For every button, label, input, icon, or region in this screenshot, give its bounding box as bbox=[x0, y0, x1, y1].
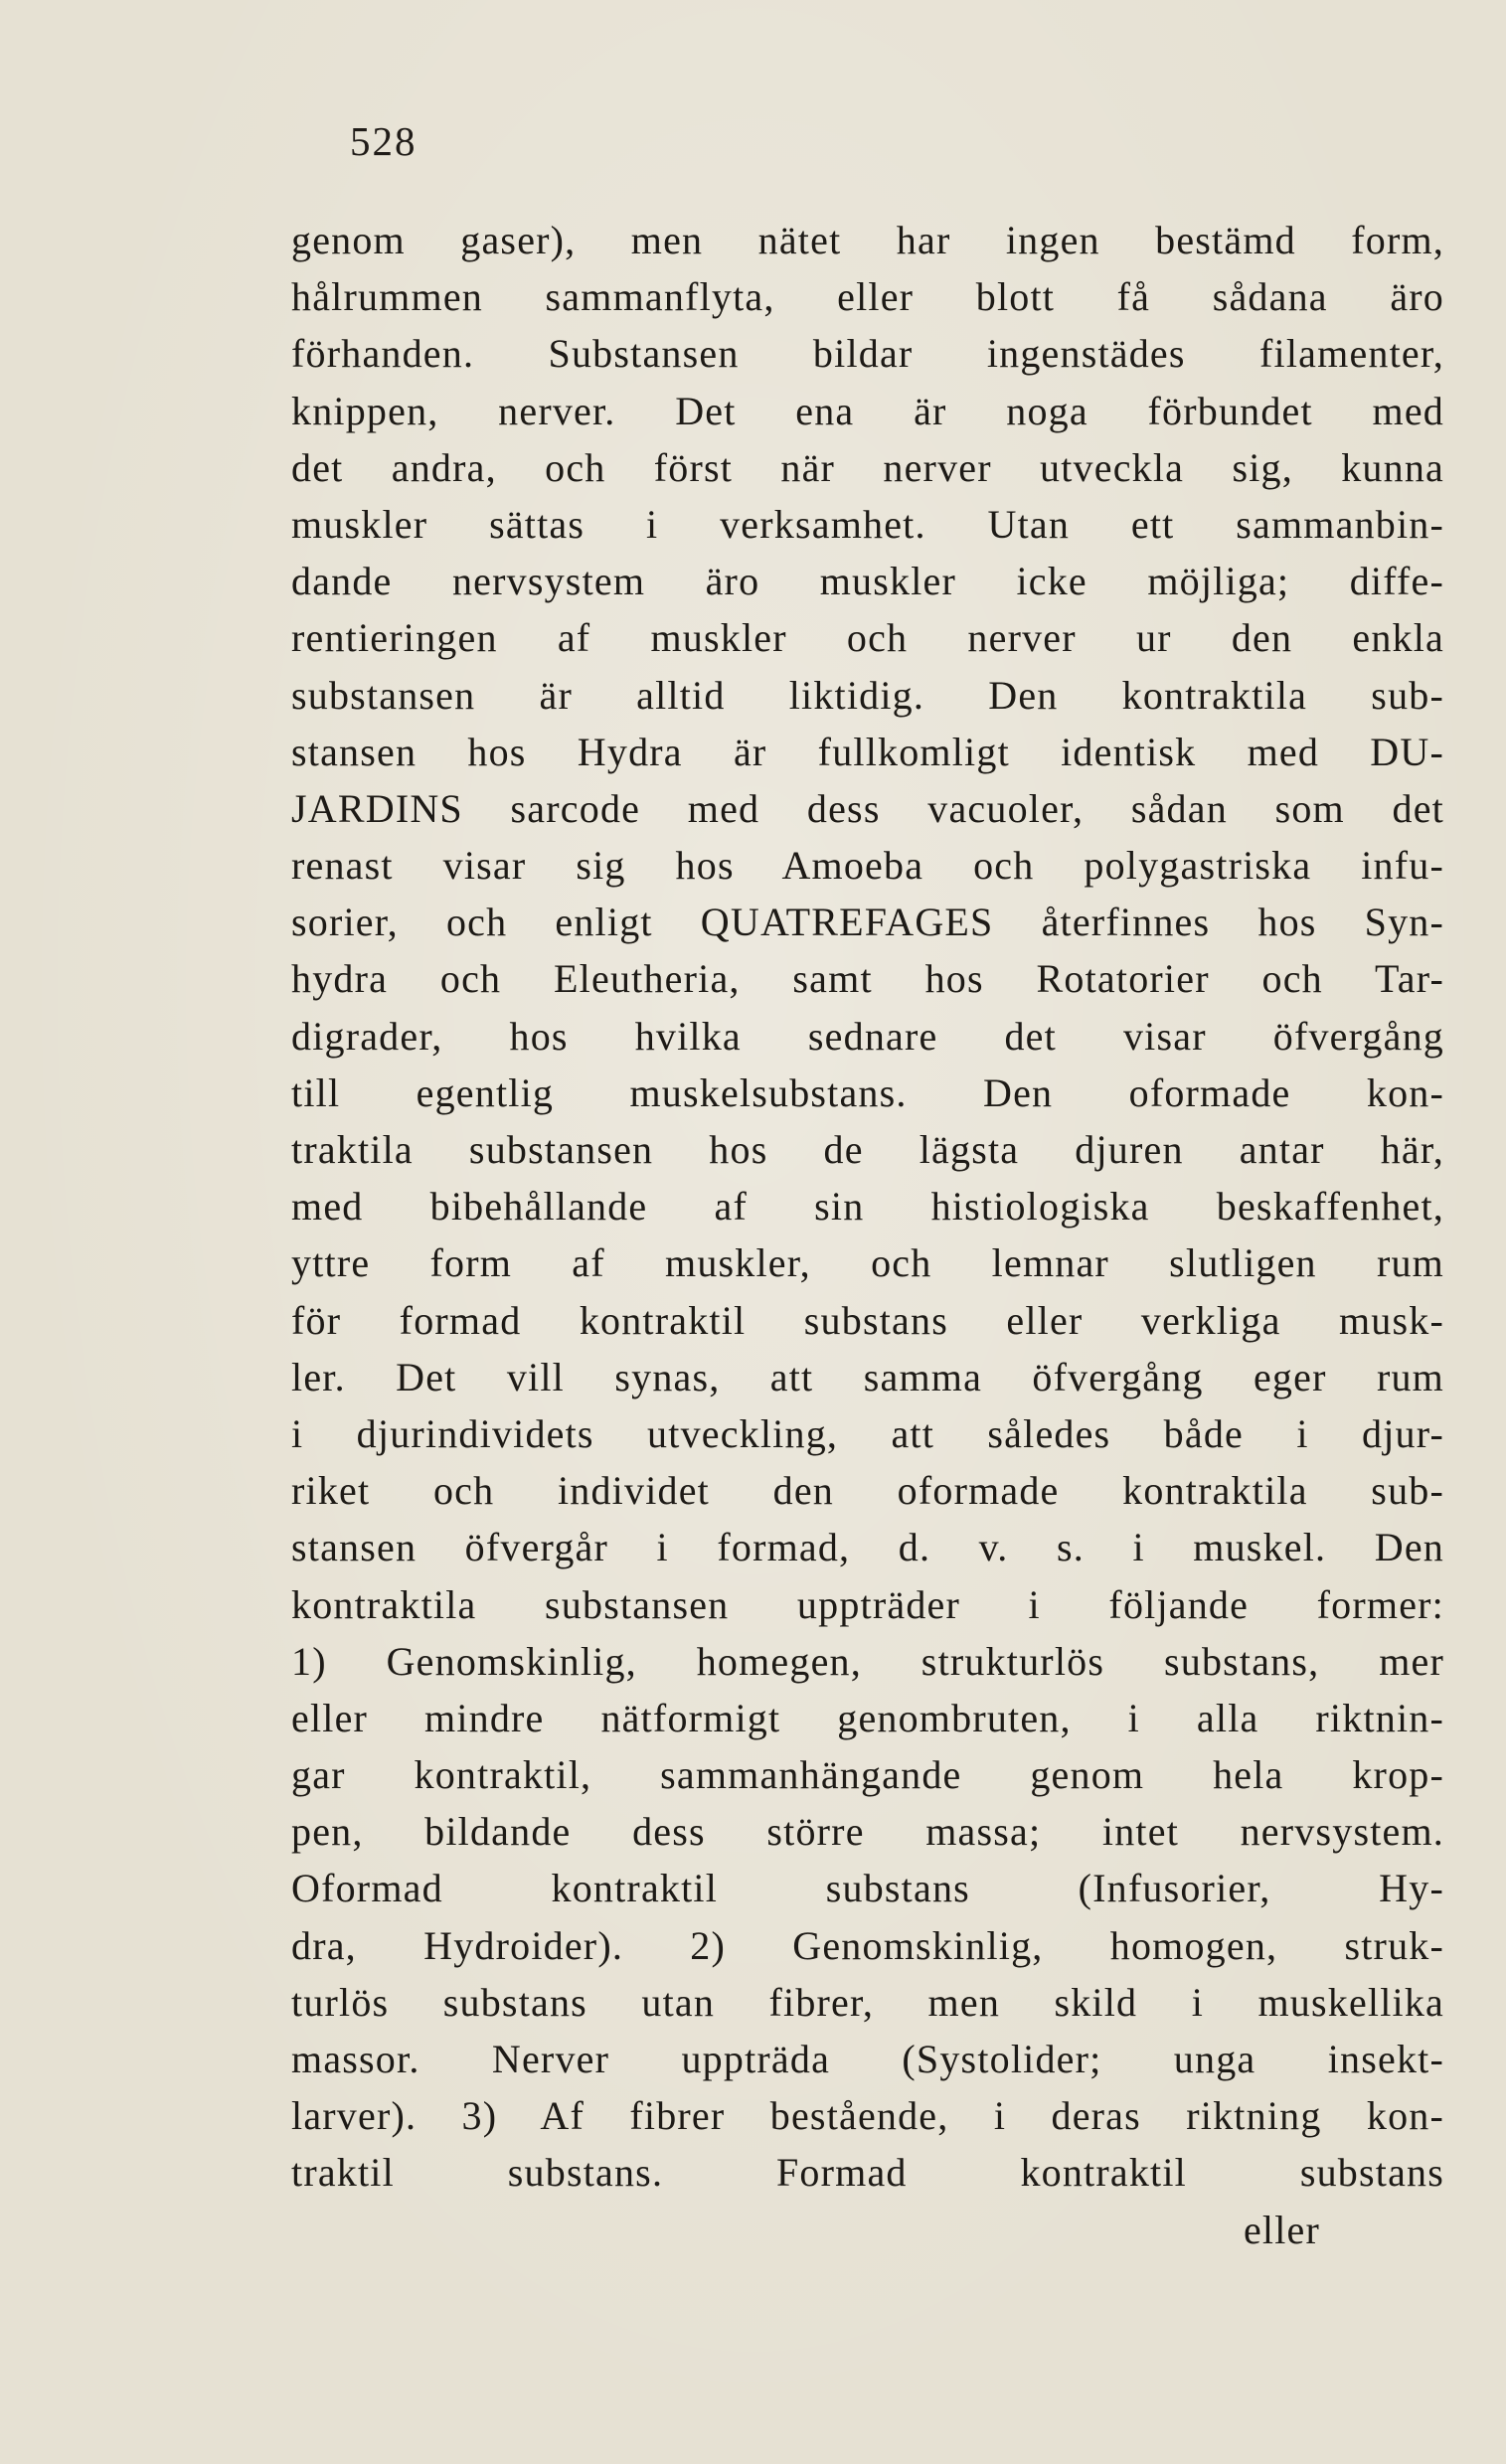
text-line: larver). 3) Af fibrer bestående, i deras riktning kon- bbox=[291, 2093, 1444, 2139]
text-line: yttre form af muskler, och lemnar slutligen rum bbox=[291, 1240, 1444, 1286]
text-line: genom gaser), men nätet har ingen bestämd form, bbox=[291, 218, 1444, 262]
text-line: för formad kontraktil substans eller verkliga musk- bbox=[291, 1297, 1444, 1343]
text-line: i djurindividets utveckling, att således både i djur- bbox=[291, 1410, 1444, 1456]
text-line: hydra och Eleutheria, samt hos Rotatorier och Tar- bbox=[291, 956, 1444, 1002]
text-line: hålrummen sammanflyta, eller blott få sådana äro bbox=[291, 274, 1444, 320]
text-line: JARDINS sarcode med dess vacuoler, sådan som det bbox=[291, 785, 1444, 831]
text-line: sorier, och enligt QUATREFAGES återfinnes hos Syn- bbox=[291, 900, 1444, 945]
text-line: traktil substans. Formad kontraktil substans bbox=[291, 2150, 1444, 2196]
page-number: 528 bbox=[350, 118, 418, 164]
text-line: renast visar sig hos Amoeba och polygastriska infu- bbox=[291, 843, 1444, 889]
text-line: muskler sättas i verksamhet. Utan ett sammanbin- bbox=[291, 501, 1444, 547]
text-line: Oformad kontraktil substans (Infusorier, Hy- bbox=[291, 1866, 1444, 1911]
text-line: stansen hos Hydra är fullkomligt identisk med DU- bbox=[291, 729, 1444, 774]
text-line: dra, Hydroider). 2) Genomskinlig, homogen, struk- bbox=[291, 1922, 1444, 1968]
text-line: kontraktila substansen uppträder i följande former: bbox=[291, 1581, 1444, 1627]
text-line: turlös substans utan fibrer, men skild i muskellika bbox=[291, 1979, 1444, 2025]
catchword: eller bbox=[1243, 2207, 1320, 2252]
text-line: med bibehållande af sin histiologiska beskaffenhet, bbox=[291, 1184, 1444, 1230]
text-line: massor. Nerver uppträda (Systolider; unga insekt- bbox=[291, 2037, 1444, 2081]
text-line: knippen, nerver. Det ena är noga förbundet med bbox=[291, 388, 1444, 433]
text-line: riket och individet den oformade kontraktila sub- bbox=[291, 1468, 1444, 1514]
text-line: ler. Det vill synas, att samma öfvergång eger rum bbox=[291, 1354, 1444, 1399]
text-line: pen, bildande dess större massa; intet nervsystem. bbox=[291, 1809, 1444, 1855]
text-line: det andra, och först när nerver utveckla sig, kunna bbox=[291, 444, 1444, 490]
text-line: förhanden. Substansen bildar ingenstädes filamenter, bbox=[291, 331, 1444, 377]
text-line: 1) Genomskinlig, homegen, strukturlös substans, mer bbox=[291, 1638, 1444, 1684]
body-text bbox=[291, 212, 1444, 2258]
text-line: dande nervsystem äro muskler icke möjliga; diffe- bbox=[291, 559, 1444, 604]
text-line: eller mindre nätformigt genombruten, i alla riktnin- bbox=[291, 1695, 1444, 1740]
text-line: rentieringen af muskler och nerver ur den enkla bbox=[291, 615, 1444, 661]
text-line: substansen är alltid liktidig. Den kontraktila sub- bbox=[291, 672, 1444, 718]
text-line: digrader, hos hvilka sednare det visar öfvergång bbox=[291, 1013, 1444, 1059]
text-line: stansen öfvergår i formad, d. v. s. i muskel. Den bbox=[291, 1525, 1444, 1570]
text-line: gar kontraktil, sammanhängande genom hela krop- bbox=[291, 1752, 1444, 1798]
text-line: till egentlig muskelsubstans. Den oformade kon- bbox=[291, 1069, 1444, 1115]
text-line: traktila substansen hos de lägsta djuren antar här, bbox=[291, 1127, 1444, 1172]
